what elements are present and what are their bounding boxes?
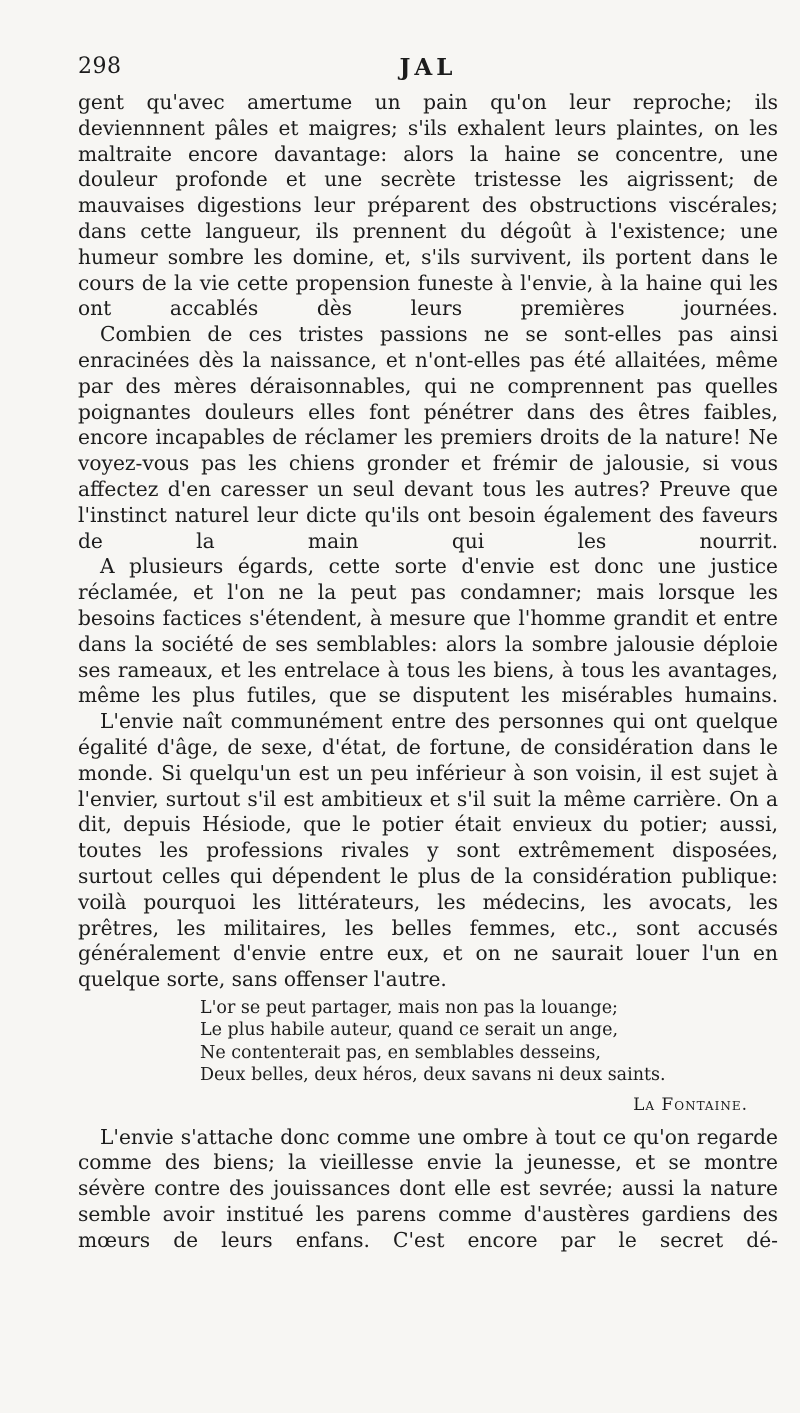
verse-line: Le plus habile auteur, quand ce serait un ange, bbox=[200, 1020, 619, 1041]
page-header bbox=[78, 54, 778, 84]
verse-attribution: La Fontaine. bbox=[633, 1094, 748, 1115]
verse-quotation bbox=[78, 997, 778, 1087]
body-text bbox=[78, 90, 778, 1254]
paragraph: gent qu'avec amertume un pain qu'on leur reproche; ils deviennnent pâles et maigres; s'ils exhalent leurs plaintes, on les maltraite encore davantage: alors la haine se concentre, une douleur profonde et une secrète tristesse les aigrissent; de mauvaises digestions leur préparent des obstructions viscérales; dans cette langueur, ils prennent du dégoût à l'existence; une humeur sombre les domine, et, s'ils survivent, ils portent dans le cours de la vie cette propension funeste à l'envie, à la haine qui les ont accablés dès leurs premières journées. bbox=[78, 90, 778, 321]
running-head: JAL bbox=[399, 54, 457, 81]
page-number: 298 bbox=[78, 54, 122, 79]
verse-line: Ne contenterait pas, en semblables desseins, bbox=[200, 1042, 601, 1063]
paragraph: A plusieurs égards, cette sorte d'envie est donc une justice réclamée, et l'on ne la peut pas condamner; mais lorsque les besoins factices s'étendent, à mesure que l'homme grandit et entre dans la société de ses semblables: alors la sombre jalousie déploie ses rameaux, et les entrelace à tous les biens, à tous les avantages, même les plus futiles, que se disputent les misérables humains. bbox=[78, 554, 778, 708]
verse-line: L'or se peut partager, mais non pas la louange; bbox=[200, 997, 618, 1018]
paragraph: Combien de ces tristes passions ne se sont-elles pas ainsi enracinées dès la naissance, et n'ont-elles pas été allaitées, même par des mères déraisonnables, qui ne comprennent pas quelles poignantes douleurs elles font pénétrer dans des êtres faibles, encore incapables de réclamer les premiers droits de la nature! Ne voyez-vous pas les chiens gronder et frémir de jalousie, si vous affectez d'en caresser un seul devant tous les autres? Preuve que l'instinct naturel leur dicte qu'ils ont besoin également des faveurs de la main qui les nourrit. bbox=[78, 322, 778, 553]
paragraph: L'envie naît communément entre des personnes qui ont quelque égalité d'âge, de sexe, d'état, de fortune, de considération dans le monde. Si quelqu'un est un peu inférieur à son voisin, il est sujet à l'envier, surtout s'il est ambitieux et s'il suit la même carrière. On a dit, depuis Hésiode, que le potier était envieux du potier; aussi, toutes les professions rivales y sont extrêmement disposées, surtout celles qui dépendent le plus de la considération publique: voilà pourquoi les littérateurs, les médecins, les avocats, les prêtres, les militaires, les belles femmes, etc., sont accusés généralement d'envie entre eux, et on ne saurait louer l'un en quelque sorte, sans offenser l'autre. bbox=[78, 709, 778, 992]
paragraph-final: L'envie s'attache donc comme une ombre à tout ce qu'on regarde comme des biens; la vieillesse envie la jeunesse, et se montre sévère contre des jouissances dont elle est sevrée; aussi la nature semble avoir institué les parens comme d'austères gardiens des mœurs de leurs enfans. C'est encore par le secret dé- bbox=[78, 1124, 778, 1252]
verse-line: Deux belles, deux héros, deux savans ni deux saints. bbox=[200, 1065, 666, 1086]
